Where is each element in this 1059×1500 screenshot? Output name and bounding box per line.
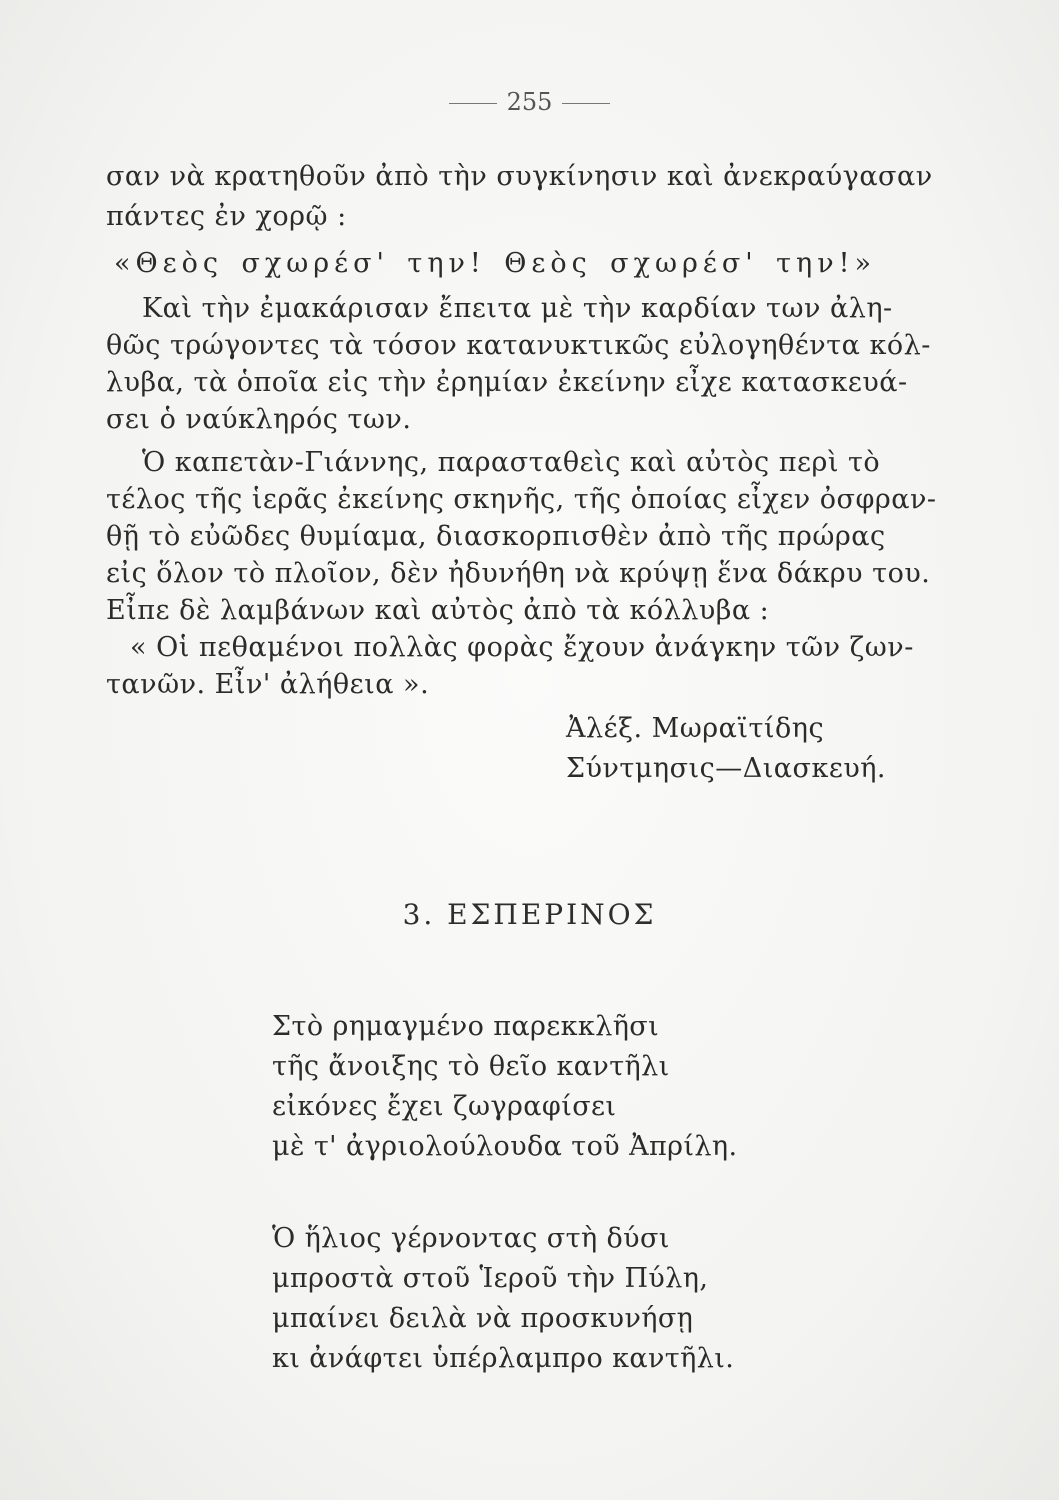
prose-line: Εἶπε δὲ λαμβάνων καὶ αὐτὸς ἀπὸ τὰ κόλλυβα : (106, 595, 770, 626)
section-heading: 3. ΕΣΠΕΡΙΝΟΣ (402, 898, 657, 931)
prose-line: θῶς τρώγοντες τὰ τόσον κατανυκτικῶς εὐλογηθέντα κόλ- (106, 330, 931, 361)
prose-line: Ὁ καπετὰν-Γιάννης, παρασταθεὶς καὶ αὐτὸς περὶ τὸ (142, 447, 881, 478)
prose-line: λυβα, τὰ ὁποῖα εἰς τὴν ἐρημίαν ἐκείνην εἶχε κατασκευά- (106, 367, 908, 398)
poem-line: κι ἀνάφτει ὑπέρλαμπρο καντῆλι. (272, 1343, 735, 1374)
header-rule-right (562, 103, 610, 104)
poem-line: μπαίνει δειλὰ νὰ προσκυνήσῃ (272, 1303, 694, 1334)
poem-line: εἰκόνες ἔχει ζωγραφίσει (272, 1091, 617, 1122)
prose-line: σαν νὰ κρατηθοῦν ἀπὸ τὴν συγκίνησιν καὶ ἀνεκραύγασαν (106, 161, 933, 192)
poem-line: μπροστὰ στοῦ Ἱεροῦ τὴν Πύλη, (272, 1263, 709, 1294)
author-name: Ἀλέξ. Μωραϊτίδης (566, 713, 825, 744)
prose-line: τέλος τῆς ἱερᾶς ἐκείνης σκηνῆς, τῆς ὁποίας εἶχεν ὀσφραν- (106, 484, 937, 515)
exclamation-line: «Θεὸς σχωρέσ' την! Θεὸς σχωρέσ' την!» (114, 248, 876, 279)
prose-line: τανῶν. Εἶν' ἀλήθεια ». (106, 669, 430, 700)
prose-line: πάντες ἐν χορῷ : (106, 201, 347, 232)
prose-line: θῇ τὸ εὐῶδες θυμίαμα, διασκορπισθὲν ἀπὸ τῆς πρώρας (106, 521, 886, 552)
prose-line: σει ὁ ναύκληρός των. (106, 404, 412, 435)
prose-line: εἰς ὅλον τὸ πλοῖον, δὲν ἠδυνήθη νὰ κρύψῃ ἕνα δάκρυ του. (106, 558, 931, 589)
prose-line: « Οἱ πεθαμένοι πολλὰς φορὰς ἔχουν ἀνάγκην τῶν ζων- (130, 632, 914, 663)
poem-line: Ὁ ἥλιος γέρνοντας στὴ δύσι (272, 1223, 670, 1254)
poem-line: τῆς ἄνοιξης τὸ θεῖο καντῆλι (272, 1051, 670, 1082)
poem-line: μὲ τ' ἀγριολούλουδα τοῦ Ἀπρίλη. (272, 1131, 738, 1162)
page-header (0, 88, 1059, 116)
poem-line: Στὸ ρημαγμένο παρεκκλῆσι (272, 1011, 660, 1042)
adaptation-note: Σύντμησις—Διασκευή. (566, 753, 886, 784)
prose-line: Καὶ τὴν ἐμακάρισαν ἔπειτα μὲ τὴν καρδίαν των ἀλη- (142, 293, 893, 324)
page-number: 255 (506, 88, 553, 116)
header-rule-left (449, 103, 497, 104)
